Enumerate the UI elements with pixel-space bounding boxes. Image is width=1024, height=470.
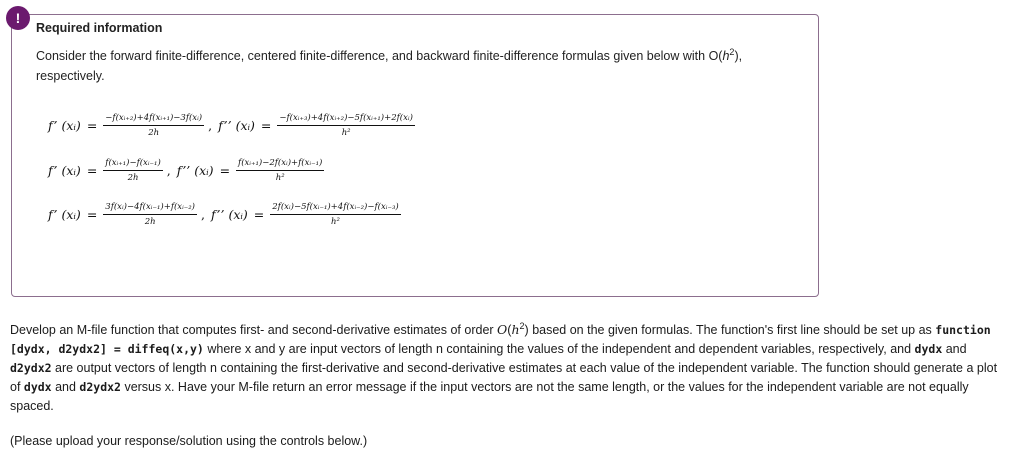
equals-sign: =: [86, 118, 98, 133]
intro-text-before: Consider the forward finite-difference, centered finite-difference, and backward finite-difference formulas given below with O(: [36, 49, 723, 63]
numerator: 3f(xᵢ)−4f(xᵢ₋₁)+f(xᵢ₋₂): [103, 202, 197, 215]
task-text: and: [942, 342, 967, 356]
intro-text-after: ), respectively.: [36, 49, 743, 83]
task-paragraph: [10, 320, 1005, 416]
denominator: 2h: [127, 173, 139, 183]
dydx-code: dydx: [914, 342, 943, 356]
order-o: O: [497, 322, 508, 337]
equals-sign: =: [219, 163, 231, 178]
function-signature-code: function [dydx, d2ydx2] = diffeq(x,y): [10, 323, 991, 356]
numerator: f(xᵢ₊₁)−f(xᵢ₋₁): [103, 158, 162, 171]
second-derivative-fraction: [270, 202, 400, 227]
task-text: versus x. Have your M-file return an error message if the input vectors are not the same length, or the values for the independent variable are not equally spaced.: [10, 380, 969, 413]
formula-row-backward: [48, 202, 401, 227]
first-derivative-lhs: f’ (xᵢ): [48, 163, 81, 178]
denominator: h²: [341, 128, 351, 138]
first-derivative-fraction: [103, 202, 197, 227]
task-text: are output vectors of length n containing the first-derivative and second-derivative estimates at each value of the independent variable. The function should generate a plot of: [10, 361, 998, 394]
exclamation-icon: !: [6, 6, 30, 30]
order-open: (: [507, 323, 512, 337]
separator: ,: [166, 163, 171, 178]
first-derivative-lhs: f’ (xᵢ): [48, 118, 81, 133]
separator: ,: [208, 118, 213, 133]
formula-row-centered: [48, 158, 324, 183]
order-exponent: 2: [519, 320, 525, 331]
task-description: [10, 320, 1005, 416]
denominator: h²: [331, 217, 340, 227]
second-derivative-lhs: f’’ (xᵢ): [218, 118, 255, 133]
equals-sign: =: [253, 207, 265, 222]
denominator: 2h: [148, 128, 160, 138]
second-derivative-lhs: f’’ (xᵢ): [176, 163, 214, 178]
task-text: where x and y are input vectors of length n containing the values of the independent and dependent variables, respectively, and: [203, 342, 915, 356]
equals-sign: =: [86, 207, 98, 222]
upload-note: (Please upload your response/solution using the controls below.): [10, 434, 368, 448]
numerator: −f(xᵢ₊₃)+4f(xᵢ₊₂)−5f(xᵢ₊₁)+2f(xᵢ): [277, 113, 415, 126]
second-derivative-fraction: [277, 113, 415, 138]
numerator: f(xᵢ₊₁)−2f(xᵢ)+f(xᵢ₋₁): [236, 158, 324, 171]
second-derivative-lhs: f’’ (xᵢ): [210, 207, 248, 222]
order-h: h: [511, 322, 520, 337]
separator: ,: [201, 207, 205, 222]
task-text: and: [51, 380, 80, 394]
numerator: −f(xᵢ₊₂)+4f(xᵢ₊₁)−3f(xᵢ): [103, 113, 204, 126]
first-derivative-fraction: [103, 113, 204, 138]
d2ydx2-code: d2ydx2: [79, 380, 121, 394]
second-derivative-fraction: [236, 158, 324, 183]
order-close: ): [524, 323, 529, 337]
d2ydx2-code: d2ydx2: [10, 361, 52, 375]
equals-sign: =: [260, 118, 272, 133]
first-derivative-lhs: f’ (xᵢ): [48, 207, 81, 222]
numerator: 2f(xᵢ)−5f(xᵢ₋₁)+4f(xᵢ₋₂)−f(xᵢ₋₃): [270, 202, 400, 215]
intro-exponent: 2: [729, 46, 735, 57]
denominator: h²: [275, 173, 285, 183]
dydx-code: dydx: [23, 380, 52, 394]
formula-row-forward: [48, 113, 415, 138]
info-intro: [36, 46, 796, 86]
first-derivative-fraction: [103, 158, 162, 183]
intro-h: h: [722, 49, 730, 63]
equals-sign: =: [86, 163, 98, 178]
denominator: 2h: [144, 217, 156, 227]
task-text: Develop an M-file function that computes first- and second-derivative estimates of order: [10, 323, 498, 337]
task-text: based on the given formulas. The function's first line should be set up as: [528, 323, 936, 337]
info-title: Required information: [36, 21, 163, 35]
